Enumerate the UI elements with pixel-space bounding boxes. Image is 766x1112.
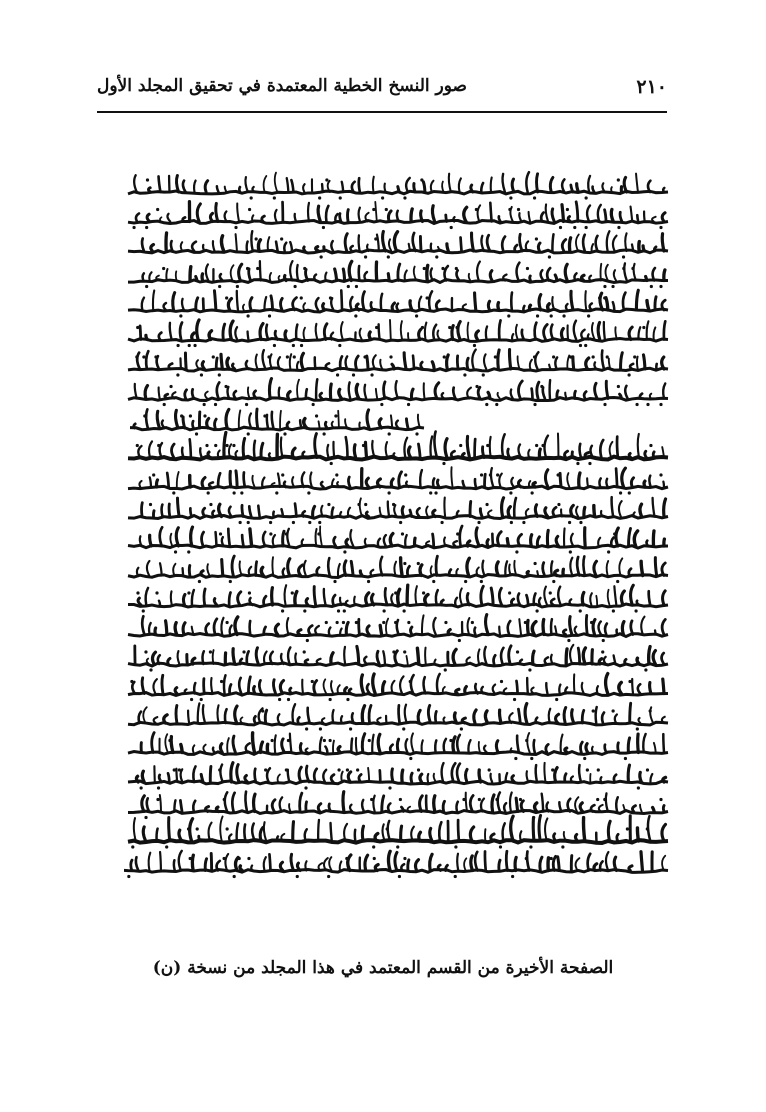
manuscript-line [128,231,668,258]
manuscript-line [128,172,668,199]
manuscript-line [128,556,668,583]
manuscript-line [128,497,668,524]
figure-caption: الصفحة الأخيرة من القسم المعتمد في هذا المجلد من نسخة (ن) [152,958,614,978]
running-title: صور النسخ الخطية المعتمدة في تحقيق المجلد الأول [97,76,467,96]
manuscript-line [128,467,668,494]
manuscript-line [128,815,668,848]
page-header [97,62,667,102]
manuscript-line [128,585,668,612]
manuscript-line [124,851,668,878]
manuscript-image [124,168,672,898]
manuscript-line [128,290,668,317]
manuscript-line [128,703,668,730]
manuscript-line [128,526,668,554]
manuscript-line [128,202,668,229]
manuscript-line [130,409,424,436]
manuscript-line [128,432,668,466]
manuscript-line [128,645,668,672]
manuscript-handwriting [124,168,672,898]
manuscript-line [128,615,668,643]
manuscript-line [128,320,668,347]
manuscript-line [128,350,668,377]
manuscript-line [128,379,668,407]
page-number: ٢١٠ [636,76,667,98]
manuscript-line [128,792,668,819]
header-rule [97,111,667,113]
manuscript-line [128,733,668,761]
manuscript-line [128,261,668,288]
manuscript-line [128,763,668,790]
manuscript-line [128,674,668,702]
